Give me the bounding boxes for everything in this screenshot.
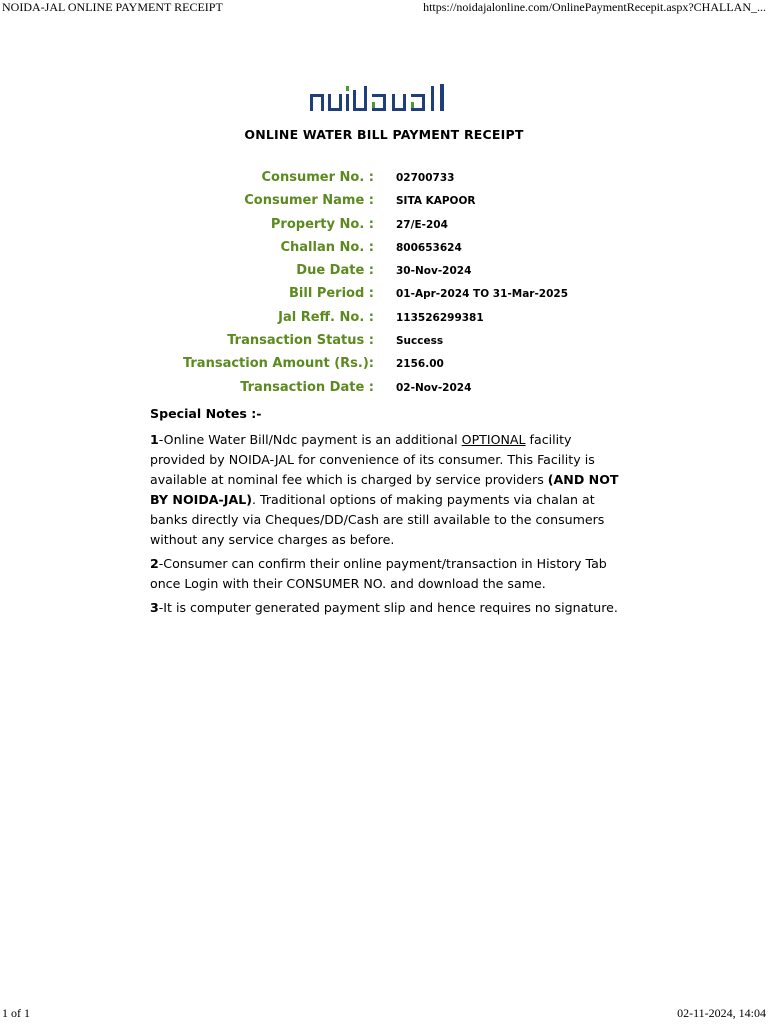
due-date-value: 30-Nov-2024 — [396, 265, 472, 278]
challan-no-value: 800653624 — [396, 241, 462, 254]
row-consumer-no — [0, 170, 768, 193]
transaction-status-value: Success — [396, 335, 444, 348]
note-1-number: 1 — [150, 432, 159, 447]
receipt-details — [0, 170, 768, 403]
print-footer — [0, 1006, 768, 1024]
noidajal-logo — [308, 80, 456, 114]
jal-reff-no-value: 113526299381 — [396, 311, 484, 324]
consumer-name-value: SITA KAPOOR — [396, 195, 476, 208]
note-1 — [150, 430, 620, 550]
transaction-amount-value: 2156.00 — [396, 358, 444, 371]
note-1-optional: OPTIONAL — [461, 432, 526, 447]
row-challan-no — [0, 240, 768, 263]
transaction-amount-label: Transaction Amount (Rs.): — [182, 356, 374, 372]
print-header-url: https://noidajalonline.com/OnlinePaymentRecepit.aspx?CHALLAN_... — [423, 0, 766, 14]
note-1-text-b: facility provided by NOIDA-JAL for convenience of its consumer. This Facility is available at nominal fee which is charged by service providers — [150, 432, 595, 487]
note-2-number: 2 — [150, 556, 159, 571]
property-no-label: Property No. : — [270, 216, 374, 232]
consumer-no-label: Consumer No. : — [261, 170, 374, 185]
note-1-bold: (AND NOT BY NOIDA-JAL) — [150, 472, 619, 507]
transaction-date-label: Transaction Date : — [240, 379, 374, 395]
note-3-number: 3 — [150, 600, 159, 615]
bill-period-label: Bill Period : — [289, 286, 374, 302]
due-date-label: Due Date : — [296, 263, 374, 279]
noidajal-logo-icon — [308, 80, 456, 114]
note-1-text-a: -Online Water Bill/Ndc payment is an additional — [158, 432, 462, 447]
jal-reff-no-label: Jal Reff. No. : — [278, 309, 374, 325]
note-1-text-c: . Traditional options of making payments via chalan at banks directly via Cheques/DD/Cash are still available to the consumers without any service charges as before. — [150, 492, 605, 547]
print-header — [0, 0, 768, 16]
transaction-status-label: Transaction Status : — [227, 333, 374, 349]
receipt-title: ONLINE WATER BILL PAYMENT RECEIPT — [244, 127, 524, 142]
row-bill-period — [0, 286, 768, 309]
note-2 — [150, 554, 620, 594]
bill-period-value: 01-Apr-2024 TO 31-Mar-2025 — [396, 288, 569, 301]
note-3 — [150, 598, 620, 618]
consumer-no-value: 02700733 — [396, 172, 455, 184]
row-transaction-amount — [0, 356, 768, 379]
row-jal-reff-no — [0, 310, 768, 333]
row-property-no — [0, 217, 768, 240]
special-notes-heading: Special Notes :- — [150, 406, 262, 421]
row-consumer-name — [0, 193, 768, 216]
challan-no-label: Challan No. : — [280, 239, 374, 255]
consumer-name-label: Consumer Name : — [244, 193, 374, 209]
print-datetime: 02-11-2024, 14:04 — [677, 1006, 766, 1020]
row-transaction-date — [0, 380, 768, 403]
property-no-value: 27/E-204 — [396, 218, 448, 231]
print-header-title: NOIDA-JAL ONLINE PAYMENT RECEIPT — [2, 0, 223, 14]
page-number: 1 of 1 — [2, 1006, 30, 1020]
special-notes — [150, 404, 620, 622]
row-due-date — [0, 263, 768, 286]
note-2-text: -Consumer can confirm their online payment/transaction in History Tab once Login with their CONSUMER NO. and download the same. — [150, 556, 607, 591]
row-transaction-status — [0, 333, 768, 356]
transaction-date-value: 02-Nov-2024 — [396, 381, 472, 394]
note-3-text: -It is computer generated payment slip and hence requires no signature. — [158, 600, 618, 615]
